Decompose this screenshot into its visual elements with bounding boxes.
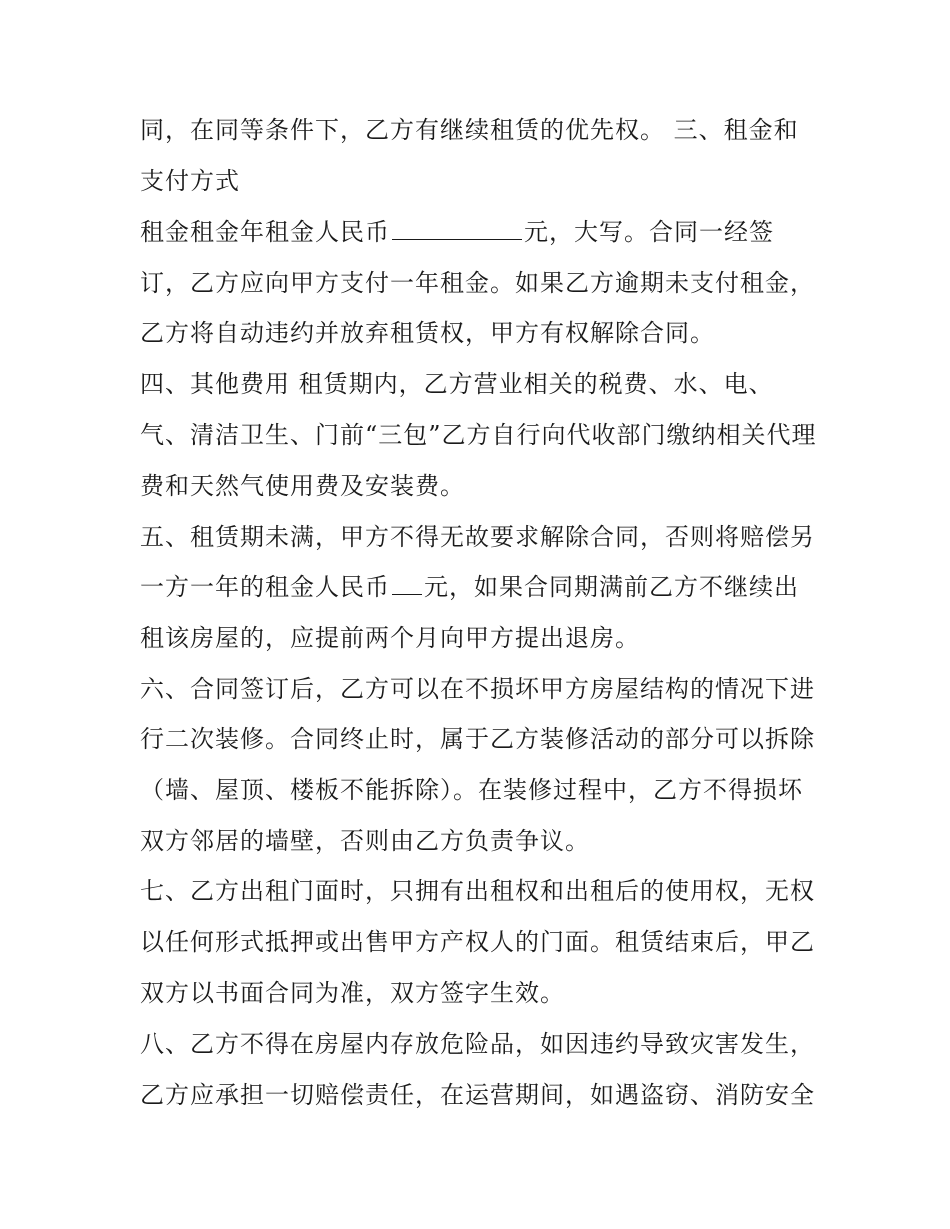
text-line-8: 费和天然气使用费及安装费。: [140, 472, 465, 500]
text-line-2: 支付方式: [140, 167, 240, 195]
text-line-13: 行二次装修。合同终止时，属于乙方装修活动的部分可以拆除: [140, 725, 815, 753]
text-line-12: 六、合同签订后，乙方可以在不损坏甲方房屋结构的情况下进: [140, 675, 815, 703]
text-line-19: 八、乙方不得在房屋内存放危险品，如因违约导致灾害发生，: [140, 1030, 815, 1058]
text-line-3: [140, 212, 830, 252]
text-line-14: （墙、屋顶、楼板不能拆除）。在装修过程中，乙方不得损坏: [140, 776, 803, 804]
text-line-5: 乙方将自动违约并放弃租赁权，甲方有权解除合同。: [140, 319, 715, 347]
text-line-4: 订，乙方应向甲方支付一年租金。如果乙方逾期未支付租金，: [140, 269, 815, 297]
rent-amount-suffix: 元，大写。合同一经签: [524, 218, 774, 246]
text-line-9: 五、租赁期未满，甲方不得无故要求解除合同，否则将赔偿另: [140, 523, 815, 551]
text-line-10: [140, 567, 830, 607]
text-line-15: 双方邻居的墙壁，否则由乙方负责争议。: [140, 827, 590, 855]
text-line-1: 同，在同等条件下，乙方有继续租赁的优先权。 三、租金和: [140, 116, 799, 144]
text-line-7: 气、清洁卫生、门前“三包”乙方自行向代收部门缴纳相关代理: [140, 421, 817, 449]
text-line-16: 七、乙方出租门面时，只拥有出租权和出租后的使用权，无权: [140, 877, 815, 905]
text-line-20: 乙方应承担一切赔偿责任，在运营期间，如遇盗窃、消防安全: [140, 1081, 815, 1109]
rent-amount-label: 租金租金年租金人民币: [140, 218, 390, 246]
text-line-11: 租该房屋的，应提前两个月向甲方提出退房。: [140, 624, 640, 652]
penalty-amount-blank: [392, 568, 422, 595]
text-line-6: 四、其他费用 租赁期内，乙方营业相关的税费、水、电、: [140, 370, 774, 398]
text-line-17: 以任何形式抵押或出售甲方产权人的门面。租赁结束后，甲乙: [140, 928, 815, 956]
rent-amount-blank: [392, 213, 522, 240]
penalty-amount-suffix: 元，如果合同期满前乙方不继续出: [424, 573, 799, 601]
text-line-18: 双方以书面合同为准，双方签字生效。: [140, 979, 565, 1007]
penalty-amount-label: 一方一年的租金人民币: [140, 573, 390, 601]
